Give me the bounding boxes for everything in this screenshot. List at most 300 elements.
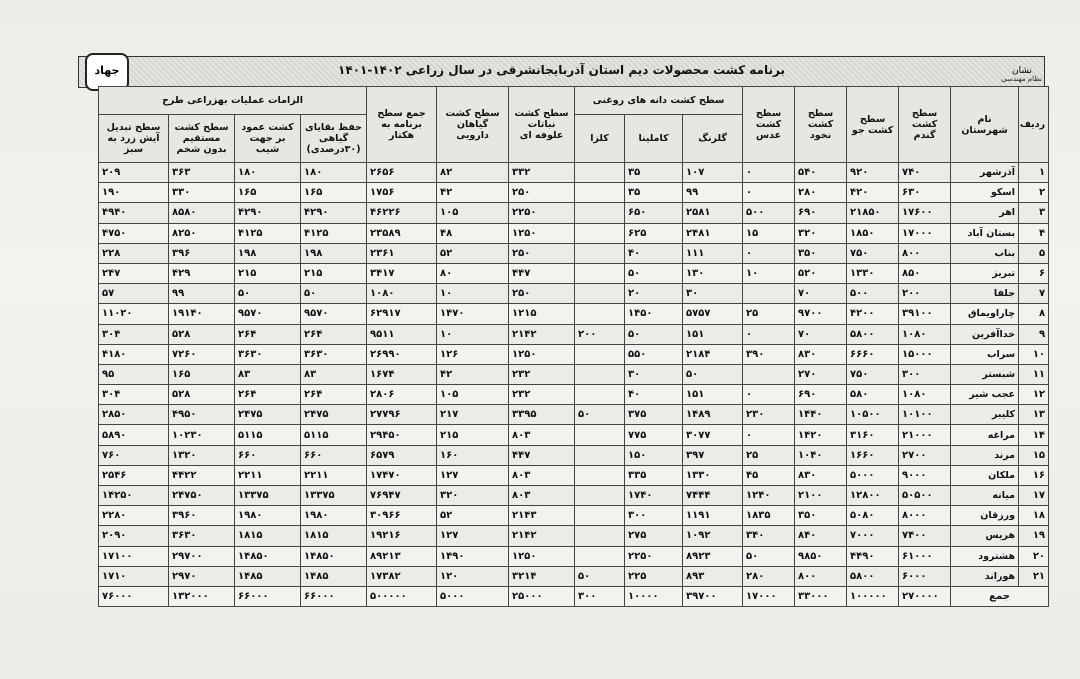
cell-wheat: ۷۴۰۰ xyxy=(899,526,951,546)
cell-slope: ۶۶۰ xyxy=(235,445,301,465)
cell-residue: ۵۱۱۵ xyxy=(301,425,367,445)
cell-wheat: ۱۵۰۰۰ xyxy=(899,344,951,364)
cell-forage: ۳۲۱۴ xyxy=(509,566,575,586)
cell-camelina: ۲۲۵ xyxy=(625,566,683,586)
cell-fallow: ۲۵۴۶ xyxy=(99,465,169,485)
total-residue: ۶۶۰۰۰ xyxy=(301,586,367,606)
cell-medicinal: ۵۲ xyxy=(437,243,509,263)
cell-wheat: ۲۱۰۰۰ xyxy=(899,425,951,445)
cell-lentil: ۲۵ xyxy=(743,445,795,465)
cell-camelina: ۶۲۵ xyxy=(625,223,683,243)
cell-chickpea: ۸۰۰ xyxy=(795,566,847,586)
cell-medicinal: ۴۲ xyxy=(437,364,509,384)
cell-fallow: ۳۰۴ xyxy=(99,385,169,405)
cell-wheat: ۲۷۰۰ xyxy=(899,445,951,465)
cell-medicinal: ۱۰۵ xyxy=(437,203,509,223)
cell-direct: ۸۵۸۰ xyxy=(169,203,235,223)
cell-canola xyxy=(575,526,625,546)
cell-total: ۴۶۲۲۶ xyxy=(367,203,437,223)
cell-fallow: ۱۴۲۵۰ xyxy=(99,486,169,506)
cell-camelina: ۱۷۴۰ xyxy=(625,486,683,506)
cell-safflower: ۷۴۴۴ xyxy=(683,486,743,506)
cell-canola: ۵۰ xyxy=(575,405,625,425)
page-title: برنامه کشت محصولات دیم استان آذربایجانشرقی در سال زراعی ۱۴۰۲-۱۴۰۱ xyxy=(338,63,785,77)
cell-city: اهر xyxy=(951,203,1019,223)
total-canola: ۳۰۰ xyxy=(575,586,625,606)
table-row xyxy=(99,183,1049,203)
cell-fallow: ۹۵ xyxy=(99,364,169,384)
cell-idx: ۱۱ xyxy=(1019,364,1049,384)
cell-residue: ۴۲۹۰ xyxy=(301,203,367,223)
cell-city: میانه xyxy=(951,486,1019,506)
cell-canola xyxy=(575,344,625,364)
cell-city: تبریز xyxy=(951,263,1019,283)
cell-direct: ۳۹۶ xyxy=(169,243,235,263)
cell-barley: ۵۰۰ xyxy=(847,284,899,304)
cell-wheat: ۱۰۸۰ xyxy=(899,385,951,405)
cultivation-table xyxy=(98,86,1049,607)
table-row xyxy=(99,425,1049,445)
cell-fallow: ۲۲۸ xyxy=(99,243,169,263)
cell-forage: ۲۲۵۰ xyxy=(509,203,575,223)
cell-medicinal: ۲۱۵ xyxy=(437,425,509,445)
table-row xyxy=(99,506,1049,526)
table-row xyxy=(99,163,1049,183)
cell-direct: ۲۴۷۵۰ xyxy=(169,486,235,506)
cell-residue: ۱۴۸۵۰ xyxy=(301,546,367,566)
cell-total: ۲۳۵۸۹ xyxy=(367,223,437,243)
cell-safflower: ۱۳۰ xyxy=(683,263,743,283)
cell-total: ۳۰۹۶۶ xyxy=(367,506,437,526)
cell-slope: ۳۶۳۰ xyxy=(235,344,301,364)
cell-slope: ۱۴۸۵۰ xyxy=(235,546,301,566)
cell-city: ورزقان xyxy=(951,506,1019,526)
table-row xyxy=(99,284,1049,304)
cell-lentil: ۲۸۰ xyxy=(743,566,795,586)
cell-chickpea: ۱۴۴۰ xyxy=(795,405,847,425)
cell-residue: ۹۵۷۰ xyxy=(301,304,367,324)
cell-canola xyxy=(575,465,625,485)
cell-barley: ۶۶۶۰ xyxy=(847,344,899,364)
cell-lentil: ۱۲۴۰ xyxy=(743,486,795,506)
cell-wheat: ۸۵۰ xyxy=(899,263,951,283)
cell-canola xyxy=(575,263,625,283)
cell-wheat: ۱۷۰۰۰ xyxy=(899,223,951,243)
cell-chickpea: ۲۷۰ xyxy=(795,364,847,384)
cell-barley: ۴۴۹۰ xyxy=(847,546,899,566)
total-chickpea: ۳۳۰۰۰ xyxy=(795,586,847,606)
cell-slope: ۱۸۰ xyxy=(235,163,301,183)
emblem-icon: نشان xyxy=(1012,66,1032,76)
cell-residue: ۲۲۱۱ xyxy=(301,465,367,485)
cell-direct: ۸۲۵۰ xyxy=(169,223,235,243)
cell-barley: ۷۵۰ xyxy=(847,243,899,263)
cell-direct: ۷۲۶۰ xyxy=(169,344,235,364)
cell-camelina: ۳۵ xyxy=(625,163,683,183)
cell-medicinal: ۸۲ xyxy=(437,163,509,183)
cell-medicinal: ۱۴۹۰ xyxy=(437,546,509,566)
table-row xyxy=(99,445,1049,465)
cell-city: بستان آباد xyxy=(951,223,1019,243)
cell-slope: ۱۹۸۰ xyxy=(235,506,301,526)
cell-forage: ۸۰۳ xyxy=(509,486,575,506)
cell-chickpea: ۲۸۰ xyxy=(795,183,847,203)
cell-forage: ۲۵۰ xyxy=(509,243,575,263)
cell-camelina: ۳۰ xyxy=(625,364,683,384)
cell-wheat: ۱۰۱۰۰ xyxy=(899,405,951,425)
col-header-city: نام شهرستان xyxy=(951,87,1019,163)
cell-idx: ۱۳ xyxy=(1019,405,1049,425)
cell-direct: ۱۹۱۴۰ xyxy=(169,304,235,324)
cell-fallow: ۲۸۵۰ xyxy=(99,405,169,425)
cell-idx: ۱۶ xyxy=(1019,465,1049,485)
col-header-canola: کلزا xyxy=(575,115,625,163)
table-row xyxy=(99,566,1049,586)
cell-total: ۲۹۴۵۰ xyxy=(367,425,437,445)
cell-canola xyxy=(575,425,625,445)
cell-safflower: ۱۳۳۰ xyxy=(683,465,743,485)
cell-fallow: ۱۷۱۰ xyxy=(99,566,169,586)
cell-camelina: ۱۴۵۰ xyxy=(625,304,683,324)
total-label: جمع xyxy=(951,586,1049,606)
table-row xyxy=(99,324,1049,344)
cell-canola: ۲۰۰ xyxy=(575,324,625,344)
cell-residue: ۱۳۳۷۵ xyxy=(301,486,367,506)
total-lentil: ۱۷۰۰۰ xyxy=(743,586,795,606)
cell-total: ۱۶۷۴ xyxy=(367,364,437,384)
cell-barley: ۱۰۵۰۰ xyxy=(847,405,899,425)
cell-fallow: ۲۲۸۰ xyxy=(99,506,169,526)
cell-camelina: ۳۰۰ xyxy=(625,506,683,526)
cell-forage: ۲۵۰ xyxy=(509,183,575,203)
cell-city: ملکان xyxy=(951,465,1019,485)
total-wheat: ۲۷۰۰۰۰ xyxy=(899,586,951,606)
total-barley: ۱۰۰۰۰۰ xyxy=(847,586,899,606)
cell-lentil: ۰ xyxy=(743,183,795,203)
cell-wheat: ۸۰۰ xyxy=(899,243,951,263)
cell-canola xyxy=(575,364,625,384)
cell-barley: ۱۸۵۰ xyxy=(847,223,899,243)
cell-lentil xyxy=(743,284,795,304)
cell-city: مرند xyxy=(951,445,1019,465)
cell-idx: ۱۲ xyxy=(1019,385,1049,405)
cell-city: خداآفرین xyxy=(951,324,1019,344)
cell-idx: ۱۰ xyxy=(1019,344,1049,364)
cell-fallow: ۴۱۸۰ xyxy=(99,344,169,364)
cell-total: ۷۶۹۴۷ xyxy=(367,486,437,506)
cell-camelina: ۲۲۵۰ xyxy=(625,546,683,566)
cell-idx: ۴ xyxy=(1019,223,1049,243)
cell-residue: ۲۱۵ xyxy=(301,263,367,283)
cell-direct: ۳۳۰ xyxy=(169,183,235,203)
table-row xyxy=(99,223,1049,243)
cell-chickpea: ۳۲۰ xyxy=(795,223,847,243)
cell-wheat: ۷۴۰ xyxy=(899,163,951,183)
cell-residue: ۲۶۴ xyxy=(301,324,367,344)
cell-lentil: ۵۰۰ xyxy=(743,203,795,223)
cell-direct: ۳۶۳ xyxy=(169,163,235,183)
cell-idx: ۳ xyxy=(1019,203,1049,223)
cell-canola xyxy=(575,163,625,183)
cell-camelina: ۵۵۰ xyxy=(625,344,683,364)
cell-city: هریس xyxy=(951,526,1019,546)
col-header-wheat: سطح کشت گندم xyxy=(899,87,951,163)
cell-safflower: ۱۴۸۹ xyxy=(683,405,743,425)
cell-barley: ۷۵۰ xyxy=(847,364,899,384)
cell-residue: ۲۴۷۵ xyxy=(301,405,367,425)
cell-medicinal: ۵۲ xyxy=(437,506,509,526)
cell-barley: ۲۱۸۵۰ xyxy=(847,203,899,223)
cell-city: سراب xyxy=(951,344,1019,364)
cell-lentil: ۰ xyxy=(743,385,795,405)
cell-chickpea: ۱۴۲۰ xyxy=(795,425,847,445)
cell-barley: ۱۳۳۰ xyxy=(847,263,899,283)
total-camelina: ۱۰۰۰۰ xyxy=(625,586,683,606)
cell-city: عجب شیر xyxy=(951,385,1019,405)
cell-slope: ۱۹۸ xyxy=(235,243,301,263)
cell-total: ۹۵۱۱ xyxy=(367,324,437,344)
cell-wheat: ۱۷۶۰۰ xyxy=(899,203,951,223)
cell-total: ۲۸۰۶ xyxy=(367,385,437,405)
cell-forage: ۳۳۹۵ xyxy=(509,405,575,425)
cell-slope: ۵۱۱۵ xyxy=(235,425,301,445)
cell-lentil: ۲۳۰ xyxy=(743,405,795,425)
cell-forage: ۸۰۳ xyxy=(509,465,575,485)
cell-safflower: ۸۹۲۳ xyxy=(683,546,743,566)
cell-chickpea: ۵۲۰ xyxy=(795,263,847,283)
cell-total: ۲۳۶۱ xyxy=(367,243,437,263)
cell-barley: ۵۸۰۰ xyxy=(847,324,899,344)
cell-lentil: ۰ xyxy=(743,425,795,445)
cell-barley: ۷۰۰۰ xyxy=(847,526,899,546)
cell-idx: ۶ xyxy=(1019,263,1049,283)
total-medicinal: ۵۰۰۰ xyxy=(437,586,509,606)
cell-residue: ۱۶۵ xyxy=(301,183,367,203)
cell-idx: ۱۵ xyxy=(1019,445,1049,465)
cell-chickpea: ۹۸۵۰ xyxy=(795,546,847,566)
col-group-agro: الزامات عملیات بهزراعی طرح xyxy=(99,87,367,115)
table-row xyxy=(99,203,1049,223)
col-header-slope: کشت عمود بر جهت شیب xyxy=(235,115,301,163)
cell-city: اسکو xyxy=(951,183,1019,203)
cell-total: ۱۷۵۶ xyxy=(367,183,437,203)
cell-idx: ۲۰ xyxy=(1019,546,1049,566)
cell-total: ۲۶۵۶ xyxy=(367,163,437,183)
cell-slope: ۱۴۸۵ xyxy=(235,566,301,586)
cell-idx: ۱۸ xyxy=(1019,506,1049,526)
cell-canola xyxy=(575,486,625,506)
cell-safflower: ۲۴۸۱ xyxy=(683,223,743,243)
cell-medicinal: ۴۸ xyxy=(437,223,509,243)
cell-wheat: ۵۰۵۰۰ xyxy=(899,486,951,506)
cell-slope: ۵۰ xyxy=(235,284,301,304)
cell-safflower: ۱۱۹۱ xyxy=(683,506,743,526)
cell-barley: ۱۶۶۰ xyxy=(847,445,899,465)
cell-wheat: ۱۰۸۰ xyxy=(899,324,951,344)
cell-slope: ۲۲۱۱ xyxy=(235,465,301,485)
cell-fallow: ۱۷۱۰۰ xyxy=(99,546,169,566)
table-row xyxy=(99,385,1049,405)
cell-medicinal: ۳۲۰ xyxy=(437,486,509,506)
cell-canola: ۵۰ xyxy=(575,566,625,586)
cell-safflower: ۳۰۷۷ xyxy=(683,425,743,445)
cell-medicinal: ۲۱۷ xyxy=(437,405,509,425)
cell-direct: ۱۳۲۰ xyxy=(169,445,235,465)
col-header-forage: سطح کشت نباتات علوفه ای xyxy=(509,87,575,163)
total-direct: ۱۳۲۰۰۰ xyxy=(169,586,235,606)
cell-medicinal: ۱۲۶ xyxy=(437,344,509,364)
cell-residue: ۱۴۸۵ xyxy=(301,566,367,586)
table-body xyxy=(99,163,1049,607)
total-total: ۵۰۰۰۰۰ xyxy=(367,586,437,606)
table-row xyxy=(99,263,1049,283)
cell-slope: ۱۳۳۷۵ xyxy=(235,486,301,506)
cell-total: ۱۰۸۰ xyxy=(367,284,437,304)
col-header-camelina: کاملینا xyxy=(625,115,683,163)
cell-canola xyxy=(575,304,625,324)
total-fallow: ۷۶۰۰۰ xyxy=(99,586,169,606)
cell-safflower: ۵۰ xyxy=(683,364,743,384)
cell-lentil: ۳۴۰ xyxy=(743,526,795,546)
total-forage: ۲۵۰۰۰ xyxy=(509,586,575,606)
cell-idx: ۸ xyxy=(1019,304,1049,324)
cell-canola xyxy=(575,183,625,203)
cell-forage: ۲۵۰ xyxy=(509,284,575,304)
cell-total: ۱۹۲۱۶ xyxy=(367,526,437,546)
cell-fallow: ۲۰۹ xyxy=(99,163,169,183)
cell-safflower: ۳۹۷ xyxy=(683,445,743,465)
cell-fallow: ۱۱۰۲۰ xyxy=(99,304,169,324)
cell-residue: ۶۶۰ xyxy=(301,445,367,465)
cell-direct: ۳۹۶۰ xyxy=(169,506,235,526)
cell-direct: ۹۹ xyxy=(169,284,235,304)
col-header-fallow: سطح تبدیل آیش زرد به سبز xyxy=(99,115,169,163)
cell-safflower: ۳۰ xyxy=(683,284,743,304)
cell-city: کلیبر xyxy=(951,405,1019,425)
cell-canola xyxy=(575,445,625,465)
total-slope: ۶۶۰۰۰ xyxy=(235,586,301,606)
cell-wheat: ۶۱۰۰۰ xyxy=(899,546,951,566)
col-header-direct: سطح کشت مستقیم بدون شخم xyxy=(169,115,235,163)
cell-total: ۳۴۱۷ xyxy=(367,263,437,283)
cell-chickpea: ۷۰ xyxy=(795,324,847,344)
cell-forage: ۱۲۵۰ xyxy=(509,546,575,566)
cell-fallow: ۳۰۴ xyxy=(99,324,169,344)
cell-chickpea: ۷۰ xyxy=(795,284,847,304)
cell-canola xyxy=(575,506,625,526)
cell-chickpea: ۳۵۰ xyxy=(795,243,847,263)
cell-camelina: ۷۷۵ xyxy=(625,425,683,445)
table-row xyxy=(99,243,1049,263)
cell-canola xyxy=(575,284,625,304)
cell-lentil: ۱۰ xyxy=(743,263,795,283)
col-header-residue: حفظ بقایای گیاهی (۳۰درصدی) xyxy=(301,115,367,163)
cell-wheat: ۳۹۱۰۰ xyxy=(899,304,951,324)
cell-idx: ۵ xyxy=(1019,243,1049,263)
cell-direct: ۱۶۵ xyxy=(169,364,235,384)
cell-wheat: ۶۰۰۰ xyxy=(899,566,951,586)
col-header-chickpea: سطح کشت نخود xyxy=(795,87,847,163)
cell-fallow: ۴۹۴۰ xyxy=(99,203,169,223)
cell-medicinal: ۱۰ xyxy=(437,284,509,304)
cell-medicinal: ۱۲۷ xyxy=(437,526,509,546)
cell-camelina: ۳۵ xyxy=(625,183,683,203)
cell-canola xyxy=(575,243,625,263)
cell-lentil: ۰ xyxy=(743,163,795,183)
cell-fallow: ۲۴۷ xyxy=(99,263,169,283)
cell-direct: ۴۴۲۲ xyxy=(169,465,235,485)
table-row xyxy=(99,526,1049,546)
cell-canola xyxy=(575,203,625,223)
cell-residue: ۴۱۲۵ xyxy=(301,223,367,243)
total-row xyxy=(99,586,1049,606)
cell-residue: ۱۸۱۵ xyxy=(301,526,367,546)
cell-forage: ۲۱۴۲ xyxy=(509,324,575,344)
cell-total: ۲۶۹۹۰ xyxy=(367,344,437,364)
cell-safflower: ۱۰۹۲ xyxy=(683,526,743,546)
table-row xyxy=(99,364,1049,384)
cell-fallow: ۷۶۰ xyxy=(99,445,169,465)
cell-slope: ۸۳ xyxy=(235,364,301,384)
cell-barley: ۳۱۶۰ xyxy=(847,425,899,445)
cell-barley: ۹۲۰ xyxy=(847,163,899,183)
cell-safflower: ۸۹۳ xyxy=(683,566,743,586)
cell-canola xyxy=(575,223,625,243)
cell-direct: ۵۲۸ xyxy=(169,324,235,344)
cell-direct: ۴۲۹ xyxy=(169,263,235,283)
cell-lentil: ۰ xyxy=(743,243,795,263)
cell-idx: ۱۴ xyxy=(1019,425,1049,445)
cell-chickpea: ۹۷۰۰ xyxy=(795,304,847,324)
table-row xyxy=(99,465,1049,485)
cell-camelina: ۲۷۵ xyxy=(625,526,683,546)
cell-total: ۱۷۴۷۰ xyxy=(367,465,437,485)
cell-fallow: ۲۰۹۰ xyxy=(99,526,169,546)
cell-lentil: ۴۵ xyxy=(743,465,795,485)
cell-city: آذرشهر xyxy=(951,163,1019,183)
cell-chickpea: ۵۴۰ xyxy=(795,163,847,183)
cell-city: هوراند xyxy=(951,566,1019,586)
cell-wheat: ۹۰۰۰ xyxy=(899,465,951,485)
table-row xyxy=(99,486,1049,506)
cell-barley: ۵۸۰۰ xyxy=(847,566,899,586)
cell-slope: ۹۵۷۰ xyxy=(235,304,301,324)
cell-total: ۱۷۳۸۲ xyxy=(367,566,437,586)
cell-safflower: ۱۰۷ xyxy=(683,163,743,183)
cell-fallow: ۵۸۹۰ xyxy=(99,425,169,445)
cell-safflower: ۵۷۵۷ xyxy=(683,304,743,324)
cell-chickpea: ۸۴۰ xyxy=(795,526,847,546)
cell-lentil: ۰ xyxy=(743,324,795,344)
cell-medicinal: ۸۰ xyxy=(437,263,509,283)
cell-forage: ۱۲۵۰ xyxy=(509,344,575,364)
cell-forage: ۲۱۴۲ xyxy=(509,526,575,546)
cell-wheat: ۸۰۰۰ xyxy=(899,506,951,526)
cell-safflower: ۲۱۸۴ xyxy=(683,344,743,364)
cell-camelina: ۱۵۰ xyxy=(625,445,683,465)
cell-barley: ۴۲۰ xyxy=(847,183,899,203)
cell-slope: ۴۱۲۵ xyxy=(235,223,301,243)
cell-chickpea: ۳۵۰ xyxy=(795,506,847,526)
cell-slope: ۱۶۵ xyxy=(235,183,301,203)
cell-barley: ۵۰۰۰ xyxy=(847,465,899,485)
table-row xyxy=(99,304,1049,324)
cell-fallow: ۴۷۵۰ xyxy=(99,223,169,243)
cell-barley: ۴۲۰۰ xyxy=(847,304,899,324)
cell-direct: ۲۹۷۰۰ xyxy=(169,546,235,566)
cell-lentil: ۱۸۳۵ xyxy=(743,506,795,526)
cell-forage: ۳۳۲ xyxy=(509,163,575,183)
